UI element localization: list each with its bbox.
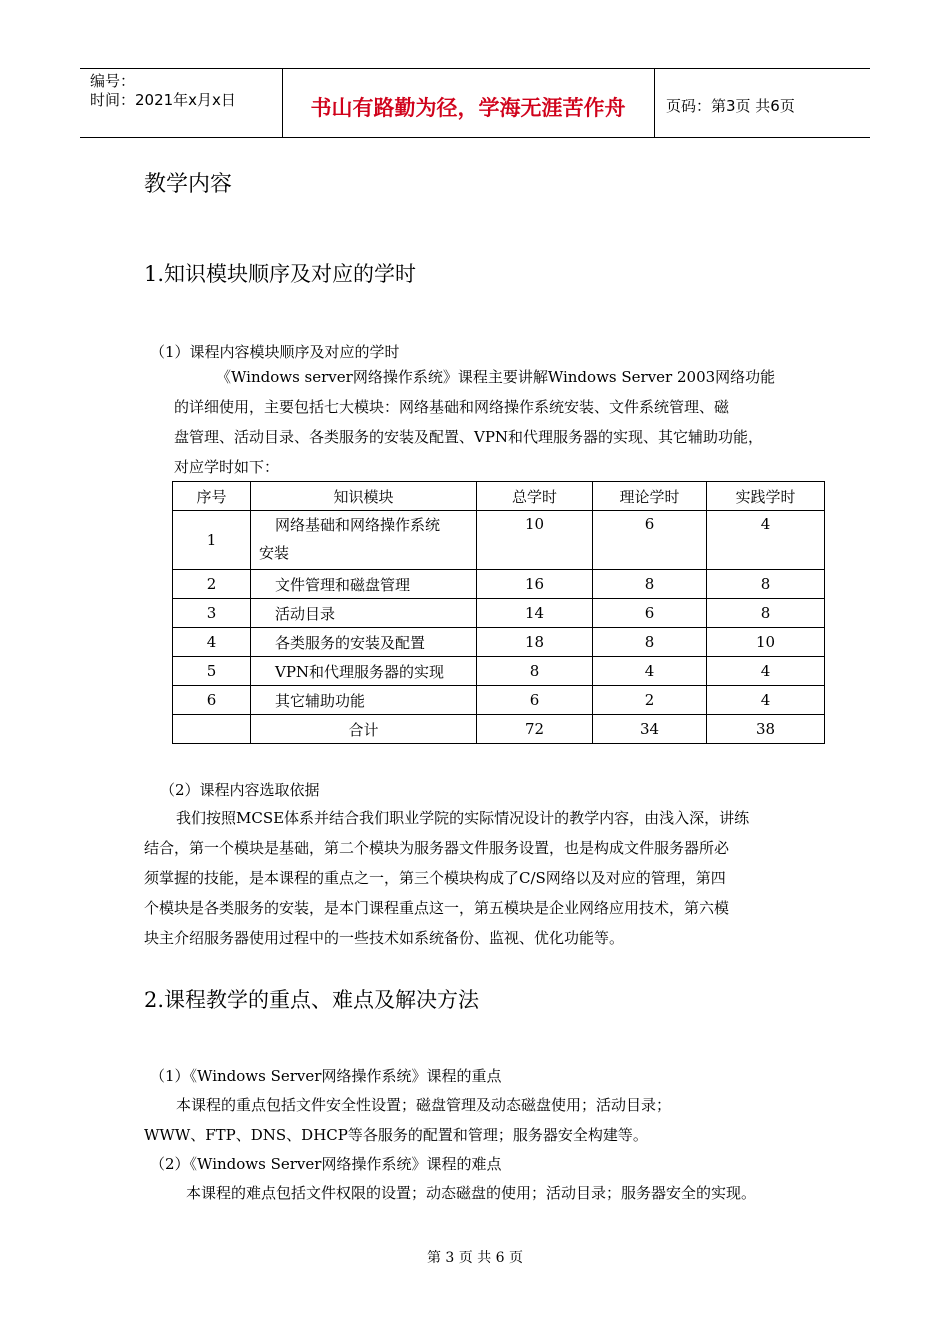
paragraph-line: 盘管理、活动目录、各类服务的安装及配置、VPN和代理服务器的实现、其它辅助功能， xyxy=(174,428,764,446)
cell-module: 各类服务的安装及配置 xyxy=(251,628,477,657)
header-motto-cell xyxy=(282,69,655,137)
paragraph-line: 本课程的难点包括文件权限的设置；动态磁盘的使用；活动目录；服务器安全的实现。 xyxy=(186,1184,757,1202)
cell-total: 8 xyxy=(477,657,593,686)
cell-practice: 38 xyxy=(707,715,825,744)
number-label: 编号： xyxy=(90,72,136,90)
table-row xyxy=(173,686,825,715)
page-footer: 第 3 页 共 6 页 xyxy=(426,1250,524,1266)
subheading-1-2: （2）课程内容选取依据 xyxy=(160,781,320,799)
subheading-2-2: （2）《Windows Server网络操作系统》课程的难点 xyxy=(150,1155,502,1173)
table-row xyxy=(173,657,825,686)
paragraph-line: WWW、FTP、DNS、DHCP等各服务的配置和管理；服务器安全构建等。 xyxy=(144,1126,648,1144)
cell-module: 合计 xyxy=(251,715,477,744)
cell-practice: 4 xyxy=(707,686,825,715)
paragraph-line: 的详细使用，主要包括七大模块：网络基础和网络操作系统安装、文件系统管理、磁 xyxy=(174,398,730,416)
cell-practice: 4 xyxy=(707,511,825,570)
cell-theory: 6 xyxy=(593,599,707,628)
hours-table xyxy=(172,481,825,744)
cell-no: 5 xyxy=(173,657,251,686)
cell-theory: 4 xyxy=(593,657,707,686)
cell-no: 4 xyxy=(173,628,251,657)
table-header-row xyxy=(173,482,825,511)
page-info: 页码：第3页 共6页 xyxy=(666,97,795,115)
paragraph-line: 本课程的重点包括文件安全性设置；磁盘管理及动态磁盘使用；活动目录； xyxy=(176,1096,672,1114)
cell-total: 14 xyxy=(477,599,593,628)
cell-module: VPN和代理服务器的实现 xyxy=(251,657,477,686)
cell-practice: 8 xyxy=(707,599,825,628)
header-info-cell xyxy=(80,69,283,137)
cell-theory: 6 xyxy=(593,511,707,570)
cell-no: 3 xyxy=(173,599,251,628)
column-header: 总学时 xyxy=(477,482,593,511)
paragraph-line: 《Windows server网络操作系统》课程主要讲解Windows Server 2003网络功能 xyxy=(216,368,776,386)
cell-theory: 8 xyxy=(593,570,707,599)
table-row xyxy=(173,570,825,599)
cell-module: 活动目录 xyxy=(251,599,477,628)
document-header xyxy=(80,68,870,138)
motto: 书山有路勤为径，学海无涯苦作舟 xyxy=(310,96,626,120)
cell-theory: 34 xyxy=(593,715,707,744)
section-title: 教学内容 xyxy=(144,172,233,197)
cell-no xyxy=(173,715,251,744)
column-header: 序号 xyxy=(173,482,251,511)
cell-total: 72 xyxy=(477,715,593,744)
subheading-1-1: （1）课程内容模块顺序及对应的学时 xyxy=(150,343,400,361)
paragraph-line: 结合，第一个模块是基础，第二个模块为服务器文件服务设置，也是构成文件服务器所必 xyxy=(144,839,730,857)
paragraph-line: 块主介绍服务器使用过程中的一些技术如系统备份、监视、优化功能等。 xyxy=(144,929,625,947)
cell-total: 18 xyxy=(477,628,593,657)
table-total-row xyxy=(173,715,825,744)
paragraph-line: 我们按照MCSE体系并结合我们职业学院的实际情况设计的教学内容，由浅入深，讲练 xyxy=(176,809,750,827)
cell-module: 其它辅助功能 xyxy=(251,686,477,715)
subheading-2-1: （1）《Windows Server网络操作系统》课程的重点 xyxy=(150,1067,502,1085)
cell-practice: 10 xyxy=(707,628,825,657)
module-line: 安装 xyxy=(259,544,290,562)
column-header: 实践学时 xyxy=(707,482,825,511)
cell-total: 16 xyxy=(477,570,593,599)
column-header: 理论学时 xyxy=(593,482,707,511)
paragraph-line: 对应学时如下： xyxy=(174,458,280,476)
cell-no: 2 xyxy=(173,570,251,599)
column-header: 知识模块 xyxy=(251,482,477,511)
heading-1: 1.知识模块顺序及对应的学时 xyxy=(144,262,417,286)
paragraph-line: 须掌握的技能，是本课程的重点之一，第三个模块构成了C/S网络以及对应的管理，第四 xyxy=(144,869,726,887)
cell-practice: 4 xyxy=(707,657,825,686)
time-label: 时间：2021年x月x日 xyxy=(90,91,236,109)
cell-theory: 2 xyxy=(593,686,707,715)
header-page-cell xyxy=(656,69,870,137)
table-row xyxy=(173,511,825,570)
module-line: 网络基础和网络操作系统 xyxy=(275,516,441,534)
heading-2: 2.课程教学的重点、难点及解决方法 xyxy=(144,988,480,1012)
paragraph-line: 个模块是各类服务的安装，是本门课程重点这一，第五模块是企业网络应用技术，第六模 xyxy=(144,899,730,917)
cell-total: 6 xyxy=(477,686,593,715)
cell-total: 10 xyxy=(477,511,593,570)
cell-no: 1 xyxy=(173,511,251,570)
cell-module: 文件管理和磁盘管理 xyxy=(251,570,477,599)
cell-theory: 8 xyxy=(593,628,707,657)
cell-module xyxy=(251,511,477,570)
table-row xyxy=(173,628,825,657)
cell-practice: 8 xyxy=(707,570,825,599)
table-row xyxy=(173,599,825,628)
cell-no: 6 xyxy=(173,686,251,715)
